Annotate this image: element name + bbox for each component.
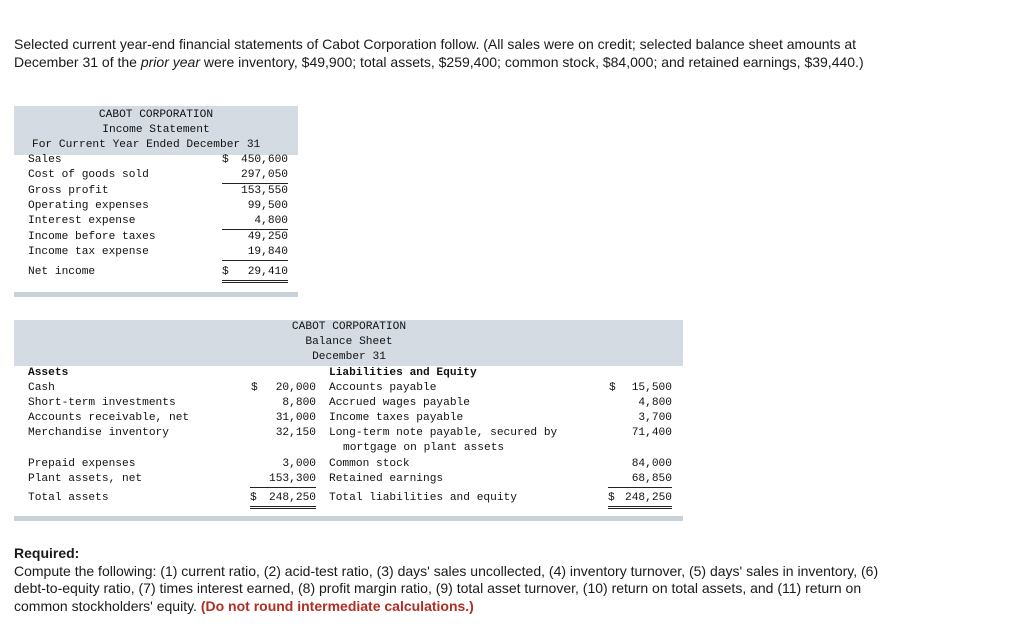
required-section (14, 545, 894, 615)
asset-amount-total-assets: $ 248,250 (250, 491, 316, 509)
asset-label-accounts-receivable: Accounts receivable, net (28, 412, 190, 424)
liability-label-accounts-payable: Accounts payable (329, 382, 437, 394)
income-row-operating-expenses: Operating expenses 99,500 (28, 200, 288, 212)
asset-label-merchandise-inventory: Merchandise inventory (28, 427, 169, 439)
asset-label-cash: Cash (28, 382, 55, 394)
liability-label-long-term-note-line2: mortgage on plant assets (343, 442, 505, 454)
balance-sheet (14, 320, 683, 523)
asset-amount-cash: 20,000 (275, 382, 316, 394)
asset-amount-prepaid-expenses: 3,000 (282, 458, 316, 470)
label-total-liabilities-equity: Total liabilities and equity (329, 492, 517, 504)
liability-amount-accrued-wages: 4,800 (638, 397, 672, 409)
income-row-cogs: Cost of goods sold 297,050 (28, 168, 288, 183)
balance-sheet-title: Balance Sheet (305, 336, 393, 348)
liability-label-accrued-wages: Accrued wages payable (329, 397, 470, 409)
income-row-income-before-taxes: Income before taxes 49,250 (28, 231, 288, 243)
rounding-note: (Do not round intermediate calculations.) (200, 597, 474, 614)
income-statement (14, 106, 298, 298)
income-statement-title: Income Statement (102, 124, 210, 136)
equity-amount-common-stock: 84,000 (631, 458, 672, 470)
income-row-income-tax: Income tax expense 19,840 (28, 245, 288, 260)
income-row-sales: Sales $ 450,600 (28, 154, 288, 166)
income-row-gross-profit: Gross profit 153,550 (28, 185, 288, 197)
liabilities-heading: Liabilities and Equity (329, 367, 477, 379)
asset-cash-dollar: $ (251, 382, 258, 394)
liability-amount-accounts-payable: 15,500 (631, 382, 672, 394)
asset-label-short-term-investments: Short-term investments (28, 397, 176, 409)
equity-label-retained-earnings: Retained earnings (329, 473, 444, 485)
balance-sheet-date: December 31 (312, 351, 386, 363)
required-text: Compute the following: (1) current ratio, (2) acid-test ratio, (3) days' sales uncollected, (4) inventory turnover, (5) days' sales in inventory, (6) debt-to-equity ratio, (7) times interest earned, (8) profit margin ratio, (9) total asset turnover, (10) return on total assets, and (11) return on common stockholders' equity. (Do not round intermediate calculations.) (14, 562, 879, 614)
intro-italic: prior year (140, 53, 200, 70)
liability-amount-long-term-note: 71,400 (631, 427, 672, 439)
intro-text-2: were inventory, $49,900; total assets, $259,400; common stock, $84,000; and retained earnings, $39,440.) (200, 53, 864, 70)
balance-company-name: CABOT CORPORATION (291, 321, 407, 333)
liability-label-income-taxes-payable: Income taxes payable (329, 412, 464, 424)
balance-bottom-bar (14, 516, 683, 521)
asset-amount-accounts-receivable: 31,000 (275, 412, 316, 424)
liability-accounts-payable-dollar: $ (609, 382, 616, 394)
income-period: For Current Year Ended December 31 (32, 139, 261, 151)
income-row-interest-expense: Interest expense 4,800 (28, 214, 288, 229)
asset-label-plant-assets: Plant assets, net (28, 473, 143, 485)
asset-amount-short-term-investments: 8,800 (282, 397, 316, 409)
asset-label-total-assets: Total assets (28, 492, 109, 504)
liability-amount-income-taxes-payable: 3,700 (638, 412, 672, 424)
asset-amount-merchandise-inventory: 32,150 (275, 427, 316, 439)
equity-amount-retained-earnings: 68,850 (608, 472, 672, 488)
asset-label-prepaid-expenses: Prepaid expenses (28, 458, 136, 470)
equity-label-common-stock: Common stock (329, 458, 410, 470)
income-row-net-income: Net income $ 29,410 (28, 265, 288, 280)
amount-total-liabilities-equity: $ 248,250 (608, 491, 672, 509)
problem-intro (14, 36, 894, 71)
asset-amount-plant-assets: 153,300 (250, 472, 316, 488)
income-bottom-bar (14, 292, 298, 297)
assets-heading: Assets (28, 367, 69, 379)
income-company-name: CABOT CORPORATION (98, 109, 214, 121)
intro-text-1: Selected current year-end financial statements of Cabot Corporation follow. (All sales were on credit; selected balance sheet amounts at December 31 of the (14, 36, 857, 70)
income-statement-header (14, 106, 298, 155)
required-heading: Required: (14, 545, 80, 561)
liability-label-long-term-note: Long-term note payable, secured by (329, 427, 558, 439)
